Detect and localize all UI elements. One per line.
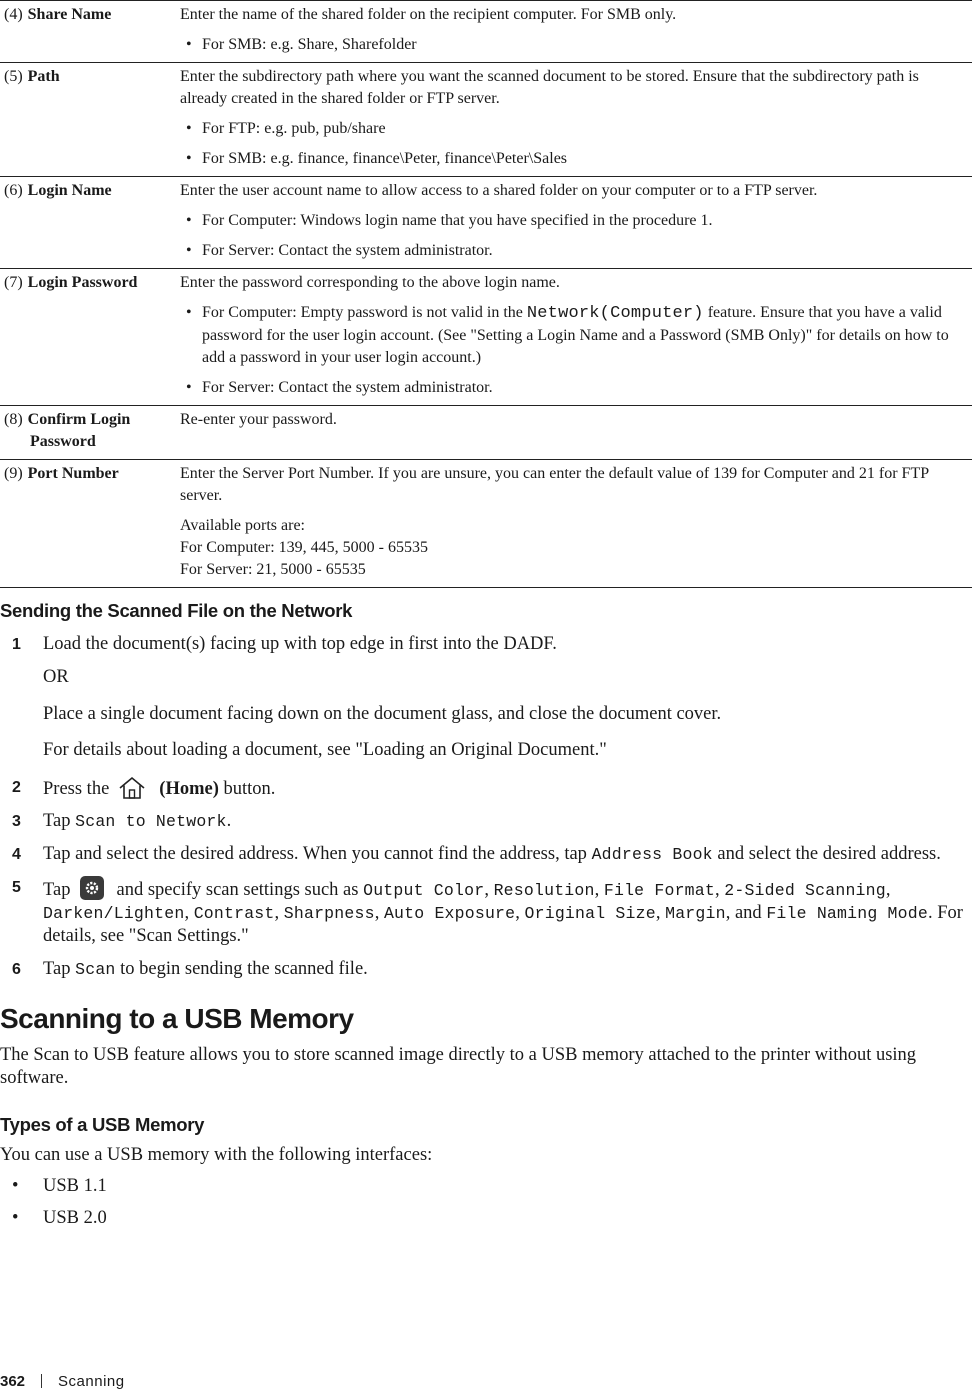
footer-divider [41, 1374, 42, 1388]
param-name-cell: (4) Share Name [4, 6, 112, 23]
list-item: • For FTP: e.g. pub, pub/share [180, 118, 966, 140]
section-heading: Sending the Scanned File on the Network [0, 600, 353, 621]
param-name: Port Number [27, 465, 119, 482]
usb-intro: The Scan to USB feature allows you to store scanned image directly to a USB memory attached to the printer without using software. [0, 1045, 917, 1088]
home-icon [117, 776, 147, 800]
types-intro: You can use a USB memory with the following interfaces: [0, 1145, 433, 1165]
list-item: • For SMB: e.g. finance, finance\Peter, finance\Peter\Sales [180, 148, 966, 170]
param-desc-cell [180, 269, 972, 406]
page-title: Scanning to a USB Memory [0, 1003, 354, 1034]
table-row [0, 1, 972, 63]
table-row [0, 406, 972, 460]
param-desc-cell [180, 63, 972, 177]
table-row [0, 269, 972, 406]
step-1-details: For details about loading a document, see "Loading an Original Document." [43, 740, 607, 760]
step-4: 4 Tap and select the desired address. When you cannot find the address, tap Address Book and select the desired address. [12, 844, 941, 864]
gear-icon [80, 876, 104, 900]
param-name-cell: (6) Login Name [4, 182, 112, 199]
param-name: Confirm Login [27, 411, 131, 428]
param-desc-cell [180, 177, 972, 269]
param-desc-cell [180, 1, 972, 63]
param-desc-cell [180, 406, 972, 460]
step-1: 1 Load the document(s) facing up with top edge in first into the DADF. [12, 634, 557, 654]
list-item: • For Server: Contact the system administrator. [180, 377, 966, 399]
step-1-alt: Place a single document facing down on the document glass, and close the document cover. [43, 704, 722, 724]
param-description: Enter the name of the shared folder on the recipient computer. For SMB only. [180, 6, 677, 23]
list-item: • For Server: Contact the system administrator. [180, 240, 966, 262]
page-body [0, 600, 972, 1230]
param-description: Re-enter your password. [180, 411, 337, 428]
list-item: • For Computer: Empty password is not valid in the Network(Computer) feature. Ensure that you have a valid password for the user login account. (See "Setting a Login Name and a Password (SMB Only)" for details on how to add a password in your user login account.) [180, 302, 966, 369]
step-6: 6 Tap Scan to begin sending the scanned file. [12, 959, 368, 979]
param-name: Share Name [27, 6, 112, 23]
page-number: 362 [0, 1373, 26, 1390]
param-name-line2: Password [30, 433, 96, 450]
code-text: Network(Computer) [526, 304, 704, 323]
step-2: 2 Press the (Home) button. [0, 776, 972, 801]
param-description: Enter the Server Port Number. If you are unsure, you can enter the default value of 139 for Computer and 21 for FTP server. [180, 465, 929, 504]
table-row [0, 460, 972, 588]
param-name-cell: (9) Port Number [4, 465, 119, 482]
parameter-table [0, 0, 972, 588]
list-item: • For Computer: Windows login name that you have specified in the procedure 1. [180, 210, 966, 232]
list-item: • USB 2.0 [0, 1207, 972, 1230]
param-name: Login Password [27, 274, 138, 291]
code-text: Address Book [591, 845, 713, 864]
param-name-cell: (8) Confirm Login Password [0, 406, 180, 460]
list-item: • For SMB: e.g. Share, Sharefolder [180, 34, 966, 56]
footer-section: Scanning [58, 1373, 125, 1390]
list-item: • USB 1.1 [0, 1175, 972, 1198]
step-5: 5 Tap and specify scan settings such as Output Color, Resolution, File Format, 2-Sided Scanning, Darken/Lighten, Contrast, Sharpness, Auto Exposure, Original Size, Margin, and File Naming Mode. For details, see "Scan Settings." [0, 876, 972, 948]
code-text: Scan [75, 960, 116, 979]
param-name: Login Name [27, 182, 112, 199]
param-desc-cell [180, 460, 972, 588]
page-footer [0, 1373, 125, 1390]
param-name-cell: (7) Login Password [4, 274, 138, 291]
param-description: Enter the user account name to allow access to a shared folder on your computer or to a FTP server. [180, 182, 818, 199]
param-name-cell: (5) Path [4, 68, 60, 85]
param-description: Enter the password corresponding to the above login name. [180, 274, 560, 291]
table-row [0, 177, 972, 269]
ports-block: Available ports are: For Computer: 139, 445, 5000 - 65535 For Server: 21, 5000 - 65535 [180, 517, 428, 578]
step-1-or: OR [43, 667, 69, 687]
step-3: 3 Tap Scan to Network. [12, 811, 232, 831]
param-name: Path [27, 68, 60, 85]
code-text: Scan to Network [75, 812, 227, 831]
param-description: Enter the subdirectory path where you want the scanned document to be stored. Ensure that the subdirectory path is already created in the shared folder or FTP server. [180, 68, 919, 107]
section-heading: Types of a USB Memory [0, 1114, 205, 1135]
table-row [0, 63, 972, 177]
